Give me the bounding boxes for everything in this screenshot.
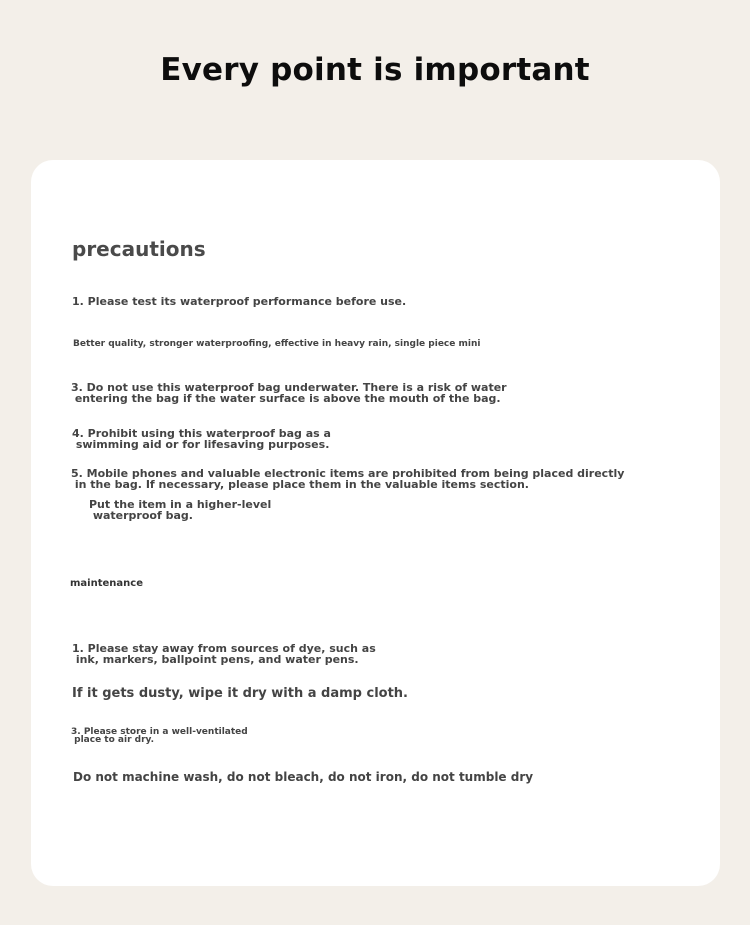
- precaution-item-1: 1. Please test its waterproof performance before use.: [72, 295, 407, 308]
- maintenance-item-1: 1. Please stay away from sources of dye, such as ink, markers, ballpoint pens, and water pens.: [72, 642, 376, 666]
- precaution-item-2: Better quality, stronger waterproofing, effective in heavy rain, single piece mini: [73, 339, 481, 349]
- info-card: [31, 160, 720, 886]
- precaution-item-5: 5. Mobile phones and valuable electronic items are prohibited from being placed directly in the bag. If necessary, please place them in the valuable items section.: [71, 467, 625, 491]
- precaution-item-3: 3. Do not use this waterproof bag underwater. There is a risk of water entering the bag if the water surface is above the mouth of the bag.: [71, 381, 507, 405]
- maintenance-item-4: Do not machine wash, do not bleach, do not iron, do not tumble dry: [73, 770, 534, 784]
- precaution-item-6: Put the item in a higher-level waterproof bag.: [89, 498, 272, 522]
- precaution-item-4: 4. Prohibit using this waterproof bag as a swimming aid or for lifesaving purposes.: [72, 427, 331, 451]
- precautions-heading: precautions: [72, 237, 206, 261]
- maintenance-heading: maintenance: [70, 578, 143, 589]
- maintenance-item-3: 3. Please store in a well-ventilated place to air dry.: [71, 727, 248, 745]
- page-title: Every point is important: [160, 52, 590, 88]
- maintenance-item-2: If it gets dusty, wipe it dry with a damp cloth.: [72, 686, 409, 701]
